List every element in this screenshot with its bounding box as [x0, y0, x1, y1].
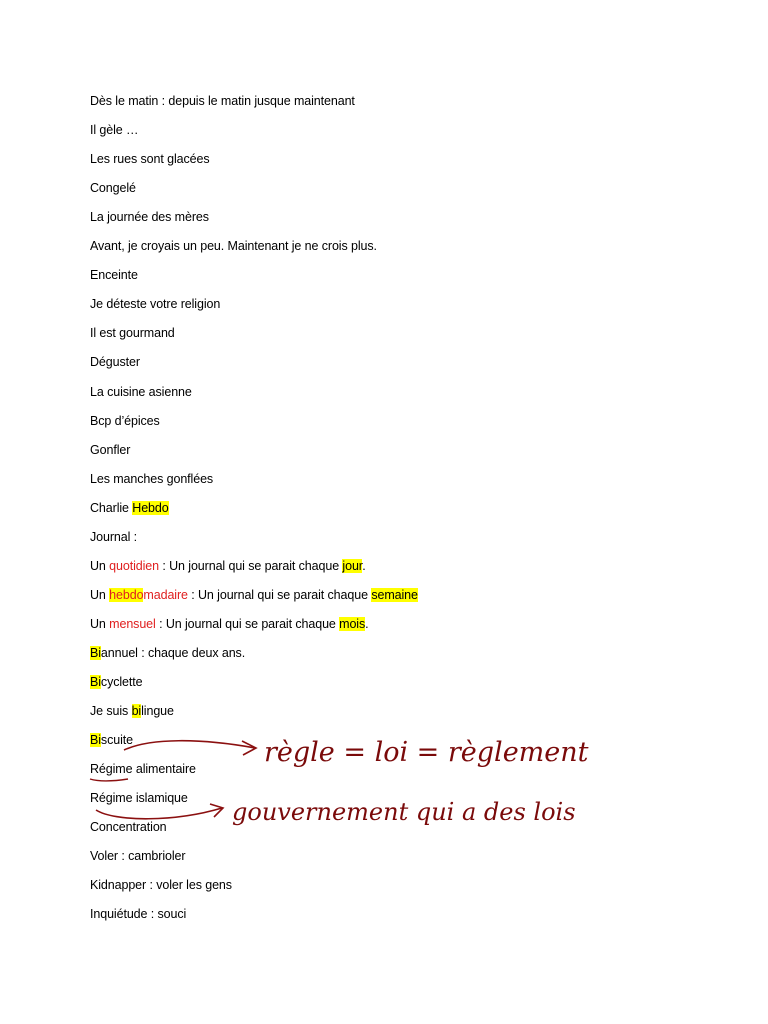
text-segment: cyclette: [100, 675, 143, 689]
text-segment: Déguster: [90, 355, 140, 370]
text-segment: Les rues sont glacées: [90, 152, 210, 167]
underline-1: [90, 779, 128, 781]
text-segment: Kidnapper : voler les gens: [90, 878, 232, 893]
text-segment: Charlie: [90, 500, 133, 515]
arrow-2: [96, 808, 222, 819]
text-segment: Il gèle …: [90, 123, 139, 138]
text-segment: Il est gourmand: [90, 326, 175, 341]
text-segment: Congelé: [90, 181, 136, 196]
handwritten-note-2: gouvernement qui a des lois: [232, 798, 576, 826]
text-segment: : Un journal qui se parait chaque: [155, 616, 340, 631]
text-segment: Je suis: [90, 704, 132, 719]
text-segment: Inquiétude : souci: [90, 907, 187, 922]
arrow-1: [124, 741, 255, 750]
text-segment: La journée des mères: [90, 210, 209, 225]
text-segment: Hebdo: [132, 500, 169, 515]
text-segment: Régime islamique: [90, 791, 188, 806]
text-segment: hebdo: [109, 587, 144, 602]
text-segment: annuel : chaque deux ans.: [100, 645, 246, 660]
text-segment: Bcp d’épices: [90, 413, 160, 428]
text-segment: Un: [90, 616, 110, 631]
text-segment: lingue: [141, 704, 174, 719]
text-segment: Un: [90, 558, 110, 573]
text-segment: bi: [131, 704, 142, 719]
text-segment: La cuisine asienne: [90, 384, 192, 399]
text-segment: .: [365, 616, 369, 631]
text-segment: mois: [339, 616, 366, 631]
text-segment: jour: [342, 558, 363, 573]
text-segment: Dès le matin : depuis le matin jusque maintenant: [90, 94, 355, 108]
text-segment: Voler : cambrioler: [90, 849, 186, 864]
text-segment: scuite: [100, 733, 133, 748]
text-segment: Journal :: [90, 529, 138, 544]
text-segment: madaire: [143, 587, 188, 602]
text-segment: Un: [90, 587, 110, 602]
handwritten-note-1: règle = loi = règlement: [264, 737, 589, 768]
text-segment: Bi: [90, 675, 101, 689]
text-segment: Bi: [90, 645, 101, 660]
text-segment: Je déteste votre religion: [90, 297, 221, 312]
text-segment: Régime alimentaire: [90, 762, 196, 777]
text-segment: .: [362, 558, 366, 573]
text-segment: quotidien: [109, 558, 159, 573]
text-segment: Bi: [90, 733, 101, 748]
text-segment: mensuel: [109, 616, 156, 631]
text-segment: : Un journal qui se parait chaque: [159, 558, 343, 573]
text-segment: Gonfler: [90, 442, 131, 457]
text-segment: Avant, je croyais un peu. Maintenant je ne crois plus.: [90, 239, 377, 254]
text-segment: Concentration: [90, 820, 167, 835]
text-segment: : Un journal qui se parait chaque: [187, 587, 372, 602]
text-segment: Les manches gonflées: [90, 471, 214, 486]
text-segment: Enceinte: [90, 268, 138, 283]
text-segment: semaine: [371, 587, 418, 602]
